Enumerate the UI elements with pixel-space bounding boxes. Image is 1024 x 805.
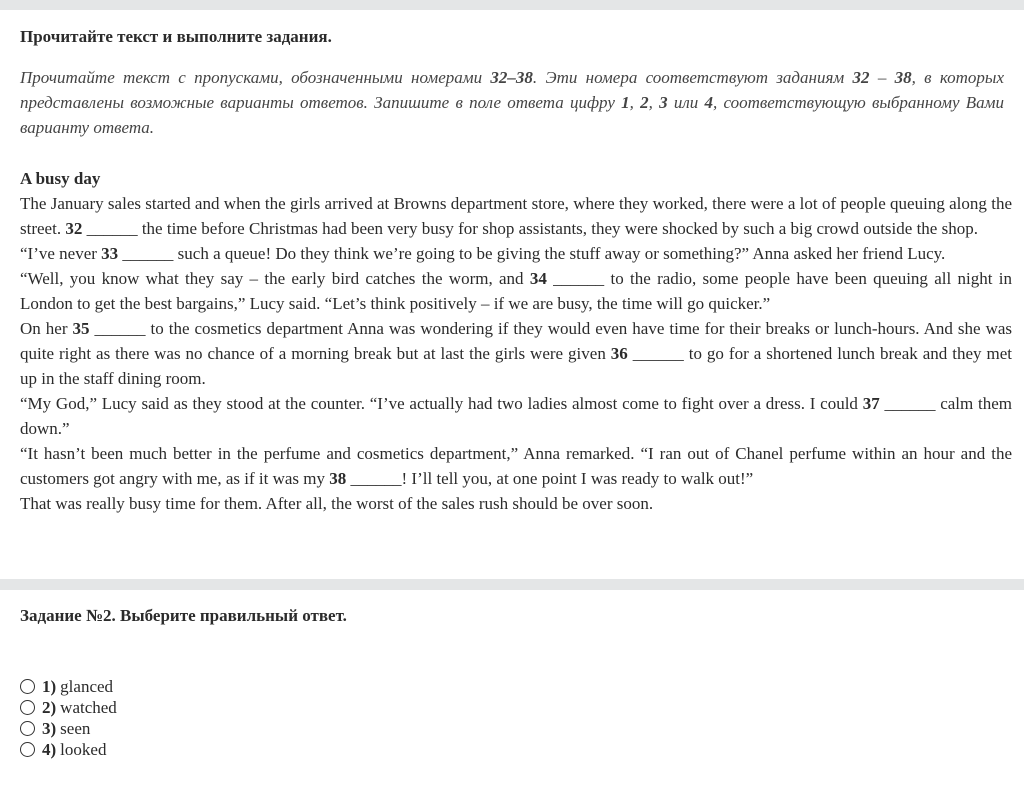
option-number: 2) bbox=[42, 697, 57, 717]
reading-card bbox=[0, 10, 1024, 579]
paragraph-3: “Well, you know what they say – the early bird catches the worm, and 34 ______ to the radio, some people have been queuing all night in London to get the best bargains,” Lucy said. “Let’s think positively – if we are busy, the time will go quicker.” bbox=[20, 269, 1012, 313]
gap-number-37: 37 bbox=[862, 394, 880, 413]
answer-option-3[interactable] bbox=[20, 718, 117, 739]
answer-options bbox=[20, 676, 117, 760]
instruction-text: Прочитайте текст с пропусками, обозначенными номерами 32–38. Эти номера соответствуют заданиям 32 – 38, в которых представлены возможные варианты ответов. Запишите в поле ответа цифру 1, 2, 3 или 4, соответствующую выбранному Вами варианту ответа. bbox=[20, 68, 1005, 137]
gap-number-35: 35 bbox=[72, 319, 90, 338]
gap-number-33: 33 bbox=[101, 244, 119, 263]
gap-number-38: 38 bbox=[329, 469, 347, 488]
radio-button[interactable] bbox=[20, 679, 35, 694]
article-title: A busy day bbox=[20, 169, 101, 188]
task-card bbox=[0, 590, 1024, 805]
answer-option-2[interactable] bbox=[20, 697, 117, 718]
article-body bbox=[20, 191, 1012, 516]
option-label: seen bbox=[60, 718, 91, 738]
paragraph-1: The January sales started and when the girls arrived at Browns department store, where they worked, there were a lot of people queuing along the street. 32 ______ the time before Christmas had been very busy for shop assistants, they were shocked by such a big crowd outside the shop. bbox=[20, 194, 1012, 238]
radio-button[interactable] bbox=[20, 742, 35, 757]
radio-button[interactable] bbox=[20, 700, 35, 715]
task-heading: Задание №2. Выберите правильный ответ. bbox=[20, 606, 347, 625]
gap-number-34: 34 bbox=[529, 269, 547, 288]
option-number: 1) bbox=[42, 676, 57, 696]
answer-option-4[interactable] bbox=[20, 739, 117, 760]
gap-number-36: 36 bbox=[610, 344, 628, 363]
option-label: glanced bbox=[60, 676, 114, 696]
radio-button[interactable] bbox=[20, 721, 35, 736]
paragraph-4: On her 35 ______ to the cosmetics department Anna was wondering if they would even have time for their breaks or lunch-hours. And she was quite right as there was no chance of a morning break but at last the girls were given 36 ______ to go for a shortened lunch break and they met up in the staff dining room. bbox=[20, 319, 1013, 388]
option-label: watched bbox=[60, 697, 117, 717]
option-number: 4) bbox=[42, 739, 57, 759]
answer-option-1[interactable] bbox=[20, 676, 117, 697]
section-heading: Прочитайте текст и выполните задания. bbox=[20, 27, 332, 46]
paragraph-2: “I’ve never 33 ______ such a queue! Do they think we’re going to be giving the stuff away or something?” Anna asked her friend Lucy. bbox=[20, 244, 946, 263]
paragraph-6: “It hasn’t been much better in the perfume and cosmetics department,” Anna remarked. “I ran out of Chanel perfume within an hour and the customers got angry with me, as if it was my 38 ______! I’ll tell you, at one point I was ready to walk out!” bbox=[20, 444, 1012, 488]
gap-number-32: 32 bbox=[65, 219, 83, 238]
paragraph-5: “My God,” Lucy said as they stood at the counter. “I’ve actually had two ladies almost come to fight over a dress. I could 37 ______ calm them down.” bbox=[20, 394, 1013, 438]
option-number: 3) bbox=[42, 718, 57, 738]
option-label: looked bbox=[60, 739, 107, 759]
paragraph-7: That was really busy time for them. After all, the worst of the sales rush should be over soon. bbox=[20, 494, 654, 513]
